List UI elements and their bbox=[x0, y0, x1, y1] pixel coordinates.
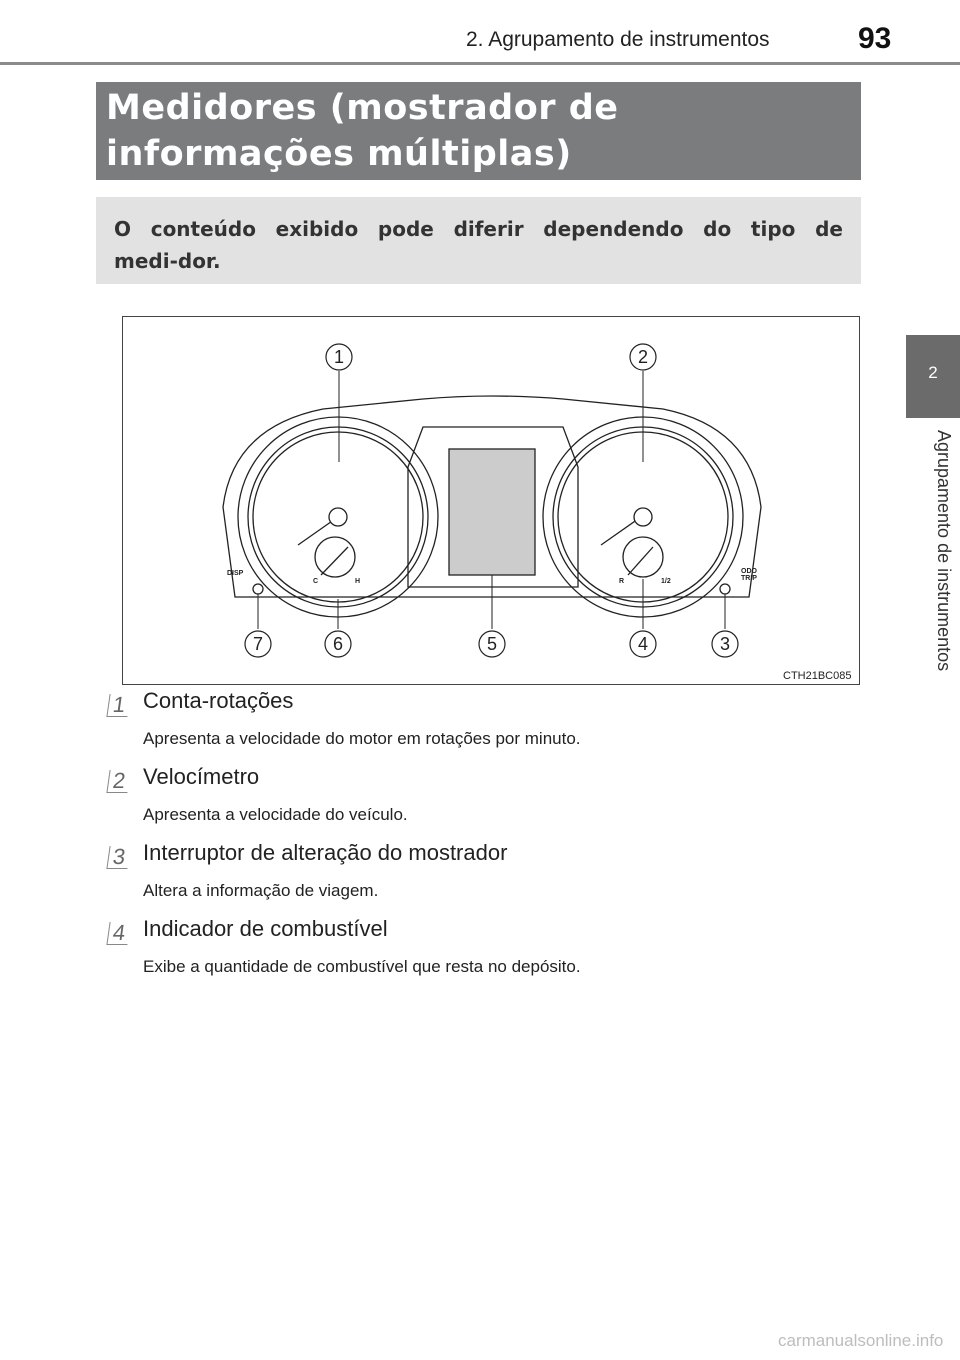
item-title: Interruptor de alteração do mostrador bbox=[143, 840, 508, 865]
temp-gauge-dial bbox=[315, 537, 355, 577]
callout-3: 3 bbox=[719, 634, 731, 654]
disp-label: DISP bbox=[227, 570, 244, 577]
chapter-tab-number: 2 bbox=[928, 363, 938, 382]
item-description: Exibe a quantidade de combustível que resta no depósito. bbox=[143, 957, 581, 976]
fuel-needle bbox=[628, 547, 653, 575]
item-title: Indicador de combustível bbox=[143, 916, 388, 941]
page-title: Medidores (mostrador de informações múltiplas) bbox=[106, 88, 619, 174]
odo-trip-button bbox=[720, 584, 730, 594]
section-header: 2. Agrupamento de instrumentos bbox=[466, 28, 770, 51]
half-label: 1/2 bbox=[661, 578, 671, 585]
list-item bbox=[108, 764, 848, 840]
list-item bbox=[108, 916, 848, 992]
intro-text: O conteúdo exibido pode diferir dependendo do tipo de medi-dor. bbox=[114, 217, 843, 273]
item-title: Velocímetro bbox=[143, 764, 260, 789]
odo-label: ODO bbox=[741, 568, 757, 575]
item-list bbox=[108, 688, 848, 992]
callout-4: 4 bbox=[637, 634, 649, 654]
chapter-side-label: Agrupamento de instrumentos bbox=[934, 430, 954, 672]
callout-1: 1 bbox=[333, 347, 345, 367]
trip-label: TRIP bbox=[741, 575, 757, 582]
header-rule bbox=[0, 62, 960, 65]
intro-box bbox=[96, 197, 861, 284]
chapter-tab bbox=[906, 335, 960, 418]
watermark: carmanualsonline.info bbox=[778, 1331, 944, 1350]
instrument-cluster-figure bbox=[122, 316, 860, 685]
page-number: 93 bbox=[858, 22, 892, 55]
item-description: Apresenta a velocidade do veículo. bbox=[143, 805, 408, 824]
callout-5: 5 bbox=[486, 634, 498, 654]
list-item bbox=[108, 840, 848, 916]
callout-6: 6 bbox=[332, 634, 344, 654]
title-banner bbox=[96, 82, 861, 180]
item-marker: 2 bbox=[106, 770, 130, 793]
item-marker: 3 bbox=[106, 846, 130, 869]
list-item bbox=[108, 688, 848, 764]
disp-button bbox=[253, 584, 263, 594]
item-marker: 1 bbox=[106, 694, 130, 717]
figure-code: CTH21BC085 bbox=[783, 670, 852, 682]
item-title: Conta-rotações bbox=[143, 688, 294, 713]
fuel-gauge-dial bbox=[623, 537, 663, 577]
center-display-screen bbox=[449, 449, 535, 575]
reserve-label: R bbox=[619, 578, 625, 585]
item-marker: 4 bbox=[106, 922, 130, 945]
cold-label: C bbox=[313, 578, 319, 585]
hot-label: H bbox=[355, 578, 361, 585]
item-description: Altera a informação de viagem. bbox=[143, 881, 379, 900]
item-description: Apresenta a velocidade do motor em rotações por minuto. bbox=[143, 729, 581, 748]
cluster-illustration bbox=[123, 317, 861, 686]
temp-needle bbox=[321, 547, 348, 575]
callout-7: 7 bbox=[252, 634, 264, 654]
callout-2: 2 bbox=[637, 347, 649, 367]
